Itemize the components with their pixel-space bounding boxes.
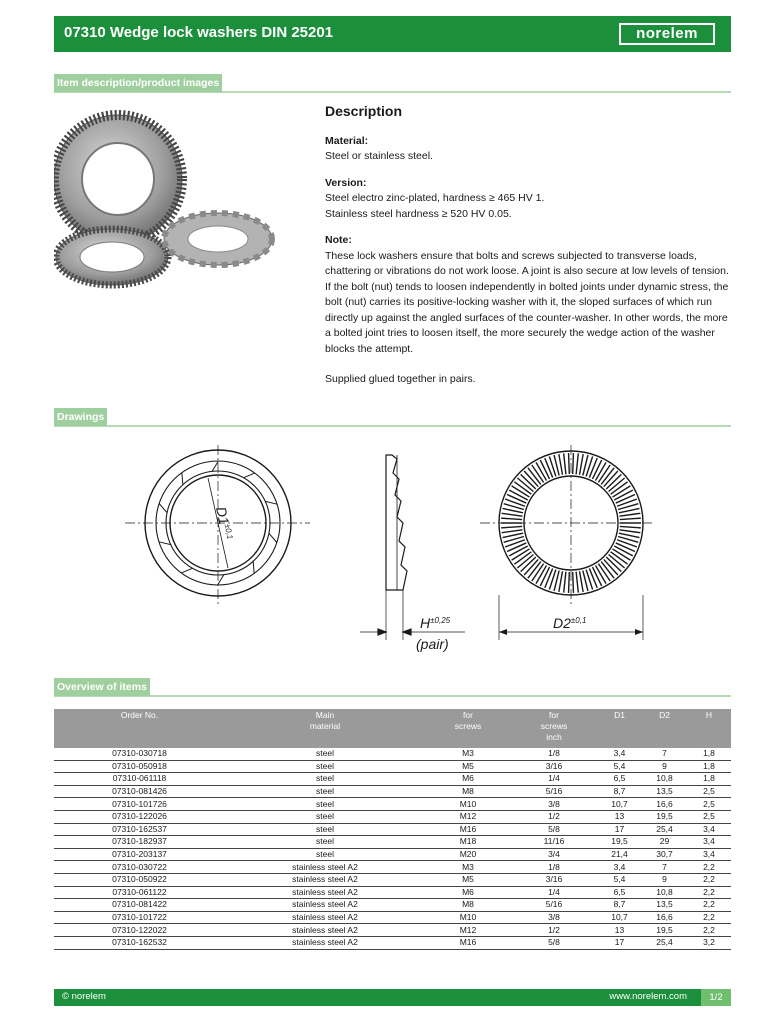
h-tolerance: ±0,25 (430, 616, 451, 625)
serration-tooth (614, 546, 633, 556)
h-cell: 2,2 (687, 886, 731, 899)
screws-cell: M6 (425, 886, 511, 899)
product-image (54, 107, 276, 291)
order-no-cell: 07310-030718 (54, 748, 225, 760)
material-cell: stainless steel A2 (225, 911, 425, 924)
header-screws-line2: screws (454, 721, 482, 731)
h-cell: 1,8 (687, 773, 731, 786)
screws-inch-cell: 1/2 (511, 810, 597, 823)
screws-inch-cell: 3/16 (511, 873, 597, 886)
h-text: H (420, 615, 431, 631)
h-cell: 3,4 (687, 848, 731, 861)
technical-drawing (120, 445, 660, 660)
header-material (225, 709, 425, 748)
material-cell: steel (225, 836, 425, 849)
header-screws-inch (511, 709, 597, 748)
header-d1 (597, 709, 642, 748)
d2-cell: 13,5 (642, 785, 687, 798)
d2-label (553, 615, 586, 631)
material-cell: stainless steel A2 (225, 873, 425, 886)
h-cell: 2,5 (687, 785, 731, 798)
d1-cell: 13 (597, 810, 642, 823)
segment-divider (181, 568, 192, 573)
order-no-cell: 07310-050918 (54, 760, 225, 773)
table-row (54, 785, 731, 798)
section-title: Overview of items (54, 678, 150, 696)
serration-tooth (616, 495, 635, 504)
order-no-cell: 07310-182937 (54, 836, 225, 849)
order-no-cell: 07310-050922 (54, 873, 225, 886)
screws-cell: M18 (425, 836, 511, 849)
order-no-cell: 07310-081422 (54, 899, 225, 912)
material-cell: stainless steel A2 (225, 936, 425, 949)
serration-tooth (540, 567, 549, 586)
material-cell: stainless steel A2 (225, 899, 425, 912)
table-row (54, 848, 731, 861)
title-bar (54, 16, 731, 52)
order-no-cell: 07310-061122 (54, 886, 225, 899)
header-material-line2: material (309, 721, 341, 731)
table-row (54, 773, 731, 786)
d2-cell: 25,4 (642, 936, 687, 949)
h-cell: 2,2 (687, 924, 731, 937)
order-no-cell: 07310-101722 (54, 911, 225, 924)
section-header-drawings (54, 407, 731, 427)
header-screws (425, 709, 511, 748)
page-number: 1/2 (701, 989, 731, 1006)
segment-divider (218, 575, 224, 585)
screws-cell: M6 (425, 773, 511, 786)
serration-tooth (507, 495, 526, 504)
version-label: Version: (325, 176, 367, 189)
table-row (54, 760, 731, 773)
h-cell: 1,8 (687, 760, 731, 773)
screws-cell: M12 (425, 810, 511, 823)
screws-inch-cell: 1/2 (511, 924, 597, 937)
d1-cell: 5,4 (597, 760, 642, 773)
segment-divider (212, 461, 218, 471)
screws-cell: M5 (425, 873, 511, 886)
order-no-cell: 07310-162532 (54, 936, 225, 949)
section-title: Drawings (54, 408, 107, 426)
screws-inch-cell: 3/16 (511, 760, 597, 773)
h-cell: 2,2 (687, 873, 731, 886)
section-title: Item description/product images (54, 74, 222, 92)
h-cell: 1,8 (687, 748, 731, 760)
d2-cell: 25,4 (642, 823, 687, 836)
page-title: 07310 Wedge lock washers DIN 25201 (64, 24, 334, 41)
serration-tooth (502, 530, 523, 533)
header-order-no (54, 709, 225, 748)
serration-tooth (576, 453, 578, 474)
serration-tooth (559, 571, 563, 592)
d1-cell: 3,4 (597, 861, 642, 874)
d2-cell: 10,8 (642, 773, 687, 786)
material-cell: stainless steel A2 (225, 924, 425, 937)
h-label (420, 615, 451, 631)
d1-tolerance: ±0,1 (222, 523, 235, 541)
screws-inch-cell: 11/16 (511, 836, 597, 849)
serration-tooth (620, 513, 641, 516)
screws-cell: M12 (425, 924, 511, 937)
h-cell: 2,5 (687, 798, 731, 811)
table-row (54, 836, 731, 849)
d2-cell: 7 (642, 861, 687, 874)
d1-cell: 6,5 (597, 773, 642, 786)
serration-tooth (573, 572, 574, 593)
serration-tooth (507, 543, 526, 552)
table-row (54, 899, 731, 912)
d2-cell: 19,5 (642, 924, 687, 937)
screws-inch-cell: 3/8 (511, 798, 597, 811)
d1-cell: 17 (597, 823, 642, 836)
items-table (54, 709, 731, 950)
serration-tooth (576, 572, 578, 593)
serration-tooth (580, 571, 584, 592)
screws-cell: M20 (425, 848, 511, 861)
material-cell: steel (225, 848, 425, 861)
d2-cell: 9 (642, 873, 687, 886)
website-link[interactable]: www.norelem.com (609, 991, 687, 1002)
screws-inch-cell: 3/4 (511, 848, 597, 861)
serration-tooth (569, 453, 570, 474)
table-row (54, 810, 731, 823)
serration-tooth (620, 530, 641, 533)
d2-cell: 29 (642, 836, 687, 849)
d1-label (213, 505, 236, 541)
header-screws-line1: for (463, 710, 473, 720)
material-cell: stainless steel A2 (225, 886, 425, 899)
serration-tooth (592, 567, 601, 586)
serration-tooth (509, 546, 528, 556)
screws-inch-cell: 5/8 (511, 823, 597, 836)
d1-cell: 6,5 (597, 886, 642, 899)
d1-cell: 10,7 (597, 798, 642, 811)
screws-cell: M5 (425, 760, 511, 773)
screws-cell: M10 (425, 911, 511, 924)
d1-text: D1 (213, 505, 233, 527)
screws-cell: M16 (425, 936, 511, 949)
d2-cell: 16,6 (642, 911, 687, 924)
note-text: These lock washers ensure that bolts and screws subjected to transverse loads, chattering or vibrations do not work loose. A joint is also secure at low levels of tension. If the bolt (nut) tends to loosen independently in bolted joints under dynamic stress, the bolt (nut) carries its positive-locking washer with it, the sloped surfaces of which run directly up against the angled surfaces of the counter-washer. In other words, the more a bolted joint tries to loosen itself, the more securely the wedge action of the washer blocks the attempt. (325, 249, 729, 355)
h-cell: 2,5 (687, 810, 731, 823)
serration-tooth (569, 572, 570, 593)
order-no-cell: 07310-061118 (54, 773, 225, 786)
screws-inch-cell: 5/16 (511, 785, 597, 798)
serration-tooth (564, 453, 566, 474)
serration-tooth (509, 490, 528, 500)
table-row (54, 823, 731, 836)
d1-cell: 8,7 (597, 785, 642, 798)
serrated-view-drawing (480, 445, 655, 605)
supplied-text: Supplied glued together in pairs. (325, 373, 476, 385)
header-order-text: Order No. (120, 710, 159, 720)
serration-tooth (501, 526, 522, 527)
segment-divider (244, 473, 255, 478)
header-h (687, 709, 731, 748)
d2-text: D2 (553, 615, 571, 631)
d1-cell: 3,4 (597, 748, 642, 760)
norelem-logo: norelem (619, 23, 715, 45)
segment-divider (265, 501, 277, 504)
material-cell: steel (225, 823, 425, 836)
screws-inch-cell: 1/4 (511, 886, 597, 899)
h-cell: 3,2 (687, 936, 731, 949)
material-cell: steel (225, 798, 425, 811)
screws-inch-cell: 1/4 (511, 773, 597, 786)
table-row (54, 886, 731, 899)
screws-cell: M8 (425, 785, 511, 798)
screws-inch-cell: 5/8 (511, 936, 597, 949)
d2-cell: 30,7 (642, 848, 687, 861)
order-no-cell: 07310-081426 (54, 785, 225, 798)
serration-tooth (592, 460, 601, 479)
d2-cell: 16,6 (642, 798, 687, 811)
header-d2 (642, 709, 687, 748)
screws-inch-cell: 3/8 (511, 911, 597, 924)
table-row (54, 798, 731, 811)
d2-cell: 7 (642, 748, 687, 760)
serration-tooth (573, 453, 574, 474)
segment-divider (269, 533, 277, 542)
serration-tooth (540, 460, 549, 479)
material-cell: stainless steel A2 (225, 861, 425, 874)
h-cell: 2,2 (687, 899, 731, 912)
note-label: Note: (325, 234, 352, 246)
d2-cell: 9 (642, 760, 687, 773)
d2-cell: 19,5 (642, 810, 687, 823)
segment-divider (182, 473, 183, 485)
serration-tooth (614, 490, 633, 500)
screws-cell: M10 (425, 798, 511, 811)
d2-tolerance: ±0,1 (570, 616, 587, 625)
segment-divider (253, 561, 254, 573)
d1-cell: 19,5 (597, 836, 642, 849)
material-cell: steel (225, 760, 425, 773)
version-line-2: Stainless steel hardness ≥ 520 HV 0.05. (325, 207, 512, 220)
segment-divider (159, 503, 167, 512)
material-cell: steel (225, 773, 425, 786)
order-no-cell: 07310-101726 (54, 798, 225, 811)
order-no-cell: 07310-122022 (54, 924, 225, 937)
d1-cell: 13 (597, 924, 642, 937)
d1-cell: 5,4 (597, 873, 642, 886)
header-inch-line1: for (549, 710, 559, 720)
pair-label: (pair) (416, 636, 449, 652)
h-cell: 3,4 (687, 836, 731, 849)
section-header-overview (54, 677, 731, 697)
screws-cell: M3 (425, 748, 511, 760)
serration-tooth (580, 454, 584, 475)
version-line-1: Steel electro zinc-plated, hardness ≥ 465 HV 1. (325, 192, 545, 204)
order-no-cell: 07310-162537 (54, 823, 225, 836)
segment-divider (159, 542, 171, 545)
h-cell: 2,2 (687, 861, 731, 874)
screws-inch-cell: 1/8 (511, 748, 597, 760)
table-row (54, 873, 731, 886)
order-no-cell: 07310-203137 (54, 848, 225, 861)
table-header-row (54, 709, 731, 748)
side-view-drawing (360, 455, 465, 640)
copyright-text: © norelem (62, 991, 106, 1002)
serration-tooth (501, 518, 522, 519)
material-cell: steel (225, 785, 425, 798)
section-header-item-description (54, 73, 731, 93)
d2-cell: 10,8 (642, 886, 687, 899)
material-cell: steel (225, 748, 425, 760)
material-text: Steel or stainless steel. (325, 150, 433, 162)
table-row (54, 936, 731, 949)
serration-tooth (620, 518, 641, 519)
table-row (54, 924, 731, 937)
screws-inch-cell: 1/8 (511, 861, 597, 874)
order-no-cell: 07310-122026 (54, 810, 225, 823)
header-d1-text: D1 (614, 710, 625, 720)
h-cell: 2,2 (687, 911, 731, 924)
table-row (54, 748, 731, 760)
screws-cell: M16 (425, 823, 511, 836)
serration-tooth (616, 543, 635, 552)
material-cell: steel (225, 810, 425, 823)
screws-inch-cell: 5/16 (511, 899, 597, 912)
serration-tooth (559, 454, 563, 475)
serration-tooth (502, 513, 523, 516)
header-inch-line2: screws (540, 721, 568, 731)
header-h-text: H (705, 710, 713, 720)
header-d2-text: D2 (659, 710, 670, 720)
serration-tooth (620, 526, 641, 527)
order-no-cell: 07310-030722 (54, 861, 225, 874)
header-inch-line3: inch (546, 732, 562, 742)
h-cell: 3,4 (687, 823, 731, 836)
material-label: Material: (325, 134, 369, 147)
screws-cell: M3 (425, 861, 511, 874)
d1-cell: 10,7 (597, 911, 642, 924)
serration-tooth (564, 572, 566, 593)
d2-cell: 13,5 (642, 899, 687, 912)
footer-bar (54, 989, 731, 1006)
description-block (325, 104, 730, 388)
d1-cell: 17 (597, 936, 642, 949)
screws-cell: M8 (425, 899, 511, 912)
d1-cell: 21,4 (597, 848, 642, 861)
header-material-line1: Main (315, 710, 335, 720)
table-row (54, 861, 731, 874)
table-row (54, 911, 731, 924)
d1-cell: 8,7 (597, 899, 642, 912)
description-heading: Description (325, 103, 403, 119)
